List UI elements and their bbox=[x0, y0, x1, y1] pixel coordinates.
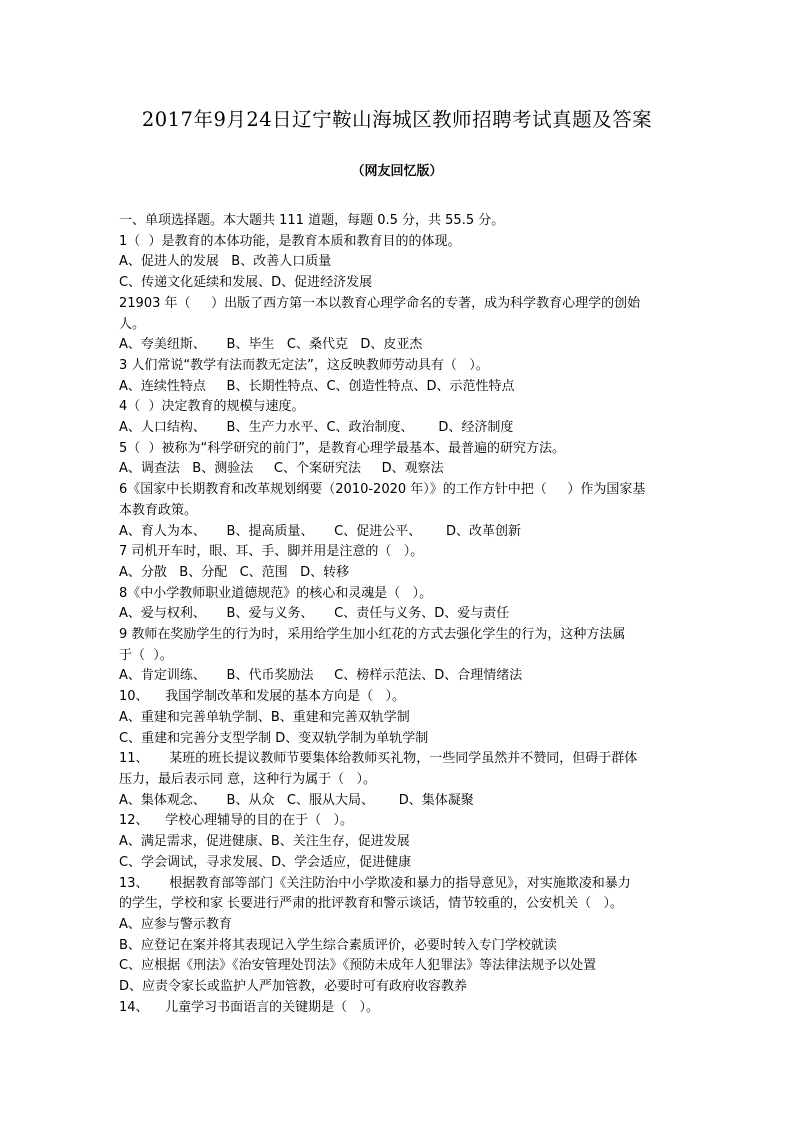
document-title: 2017年9月24日辽宁鞍山海城区教师招聘考试真题及答案 bbox=[141, 108, 653, 131]
text-line: A、重建和完善单轨学制、B、重建和完善双轨学制 bbox=[119, 709, 410, 725]
text-line: 6《国家中长期教育和改革规划纲要（2010-2020 年）》的工作方针中把（ ）作为国家基 bbox=[119, 482, 646, 498]
text-line: 7 司机开车时，眼、耳、手、脚并用是注意的（ ）。 bbox=[119, 544, 424, 560]
text-line: A、肯定训练、 B、代币奖励法 C、榜样示范法、D、合理情绪法 bbox=[119, 668, 523, 684]
text-line: A、集体观念、 B、从众 C、服从大局、 D、集体凝聚 bbox=[119, 792, 474, 808]
text-line: 本教育政策。 bbox=[119, 502, 198, 518]
text-line: 13、 根据教育部等部门《关注防治中小学欺凌和暴力的指导意见》，对实施欺凌和暴力 bbox=[119, 875, 631, 891]
text-line: A、促进人的发展 B、改善人口质量 bbox=[119, 254, 332, 270]
text-line: 于（ ）。 bbox=[119, 647, 173, 663]
text-line: A、满足需求，促进健康、B、关注生存，促进发展 bbox=[119, 834, 410, 850]
text-line: 5（ ）被称为“科学研究的前门”，是教育心理学最基本、最普遍的研究方法。 bbox=[119, 440, 566, 456]
text-line: 12、 学校心理辅导的目的在于（ ）。 bbox=[119, 813, 353, 829]
text-line: A、夸美纽斯、 B、毕生 C、桑代克 D、皮亚杰 bbox=[119, 337, 423, 353]
text-line: A、连续性特点 B、长期性特点、C、创造性特点、D、示范性特点 bbox=[119, 378, 515, 394]
text-line: 一、单项选择题。本大题共 111 道题，每题 0.5 分，共 55.5 分。 bbox=[119, 213, 505, 228]
document-body bbox=[119, 211, 679, 1018]
text-line: A、爱与权利、 B、爱与义务、 C、责任与义务、D、爱与责任 bbox=[119, 606, 510, 622]
text-line: 11、 某班的班长提议教师节要集体给教师买礼物，一些同学虽然并不赞同，但碍于群体 bbox=[119, 751, 638, 767]
text-line: A、应参与警示教育 bbox=[119, 916, 232, 932]
text-line: 的学生，学校和家 长要进行严肃的批评教育和警示谈话，情节较重的，公安机关（ ）。 bbox=[119, 896, 624, 912]
text-line: 人。 bbox=[119, 316, 146, 332]
text-line: A、分散 B、分配 C、范围 D、转移 bbox=[119, 564, 350, 580]
text-line: 1（ ）是教育的本体功能，是教育本质和教育目的的体现。 bbox=[119, 233, 461, 249]
text-line: 10、 我国学制改革和发展的基本方向是（ ）。 bbox=[119, 689, 405, 705]
text-line: C、传递文化延续和发展、D、促进经济发展 bbox=[119, 275, 373, 291]
text-line: 21903 年（ ）出版了西方第一本以教育心理学命名的专著，成为科学教育心理学的创始 bbox=[119, 295, 641, 311]
text-line: 8《中小学教师职业道德规范》的核心和灵魂是（ ）。 bbox=[119, 585, 433, 601]
text-line: A、育人为本、 B、提高质量、 C、促进公平、 D、改革创新 bbox=[119, 523, 522, 539]
document-subtitle: （网友回忆版） bbox=[351, 164, 443, 179]
text-line: D、应责令家长或监护人严加管教，必要时可有政府收容教养 bbox=[119, 979, 468, 995]
text-line: 9 教师在奖励学生的行为时，采用给学生加小红花的方式去强化学生的行为，这种方法属 bbox=[119, 627, 626, 643]
text-line: 4（ ）决定教育的规模与速度。 bbox=[119, 399, 305, 415]
text-line: 14、 儿童学习书面语言的关键期是（ ）。 bbox=[119, 999, 379, 1015]
text-line: C、应根据《刑法》《治安管理处罚法》《预防未成年人犯罪法》等法律法规予以处置 bbox=[119, 958, 597, 974]
text-line: 压力，最后表示同 意，这种行为属于（ ）。 bbox=[119, 771, 377, 787]
text-line: A、调查法 B、测验法 C、个案研究法 D、观察法 bbox=[119, 461, 444, 477]
text-line: 3 人们常说“教学有法而教无定法”，这反映教师劳动具有（ ）。 bbox=[119, 357, 489, 373]
text-line: A、人口结构、 B、生产力水平、C、政治制度、 D、经济制度 bbox=[119, 420, 514, 436]
text-line: C、学会调试，寻求发展、D、学会适应，促进健康 bbox=[119, 854, 412, 870]
text-line: C、重建和完善分支型学制 D、变双轨学制为单轨学制 bbox=[119, 730, 429, 746]
text-line: B、应登记在案并将其表现记入学生综合素质评价，必要时转入专门学校就读 bbox=[119, 937, 557, 953]
